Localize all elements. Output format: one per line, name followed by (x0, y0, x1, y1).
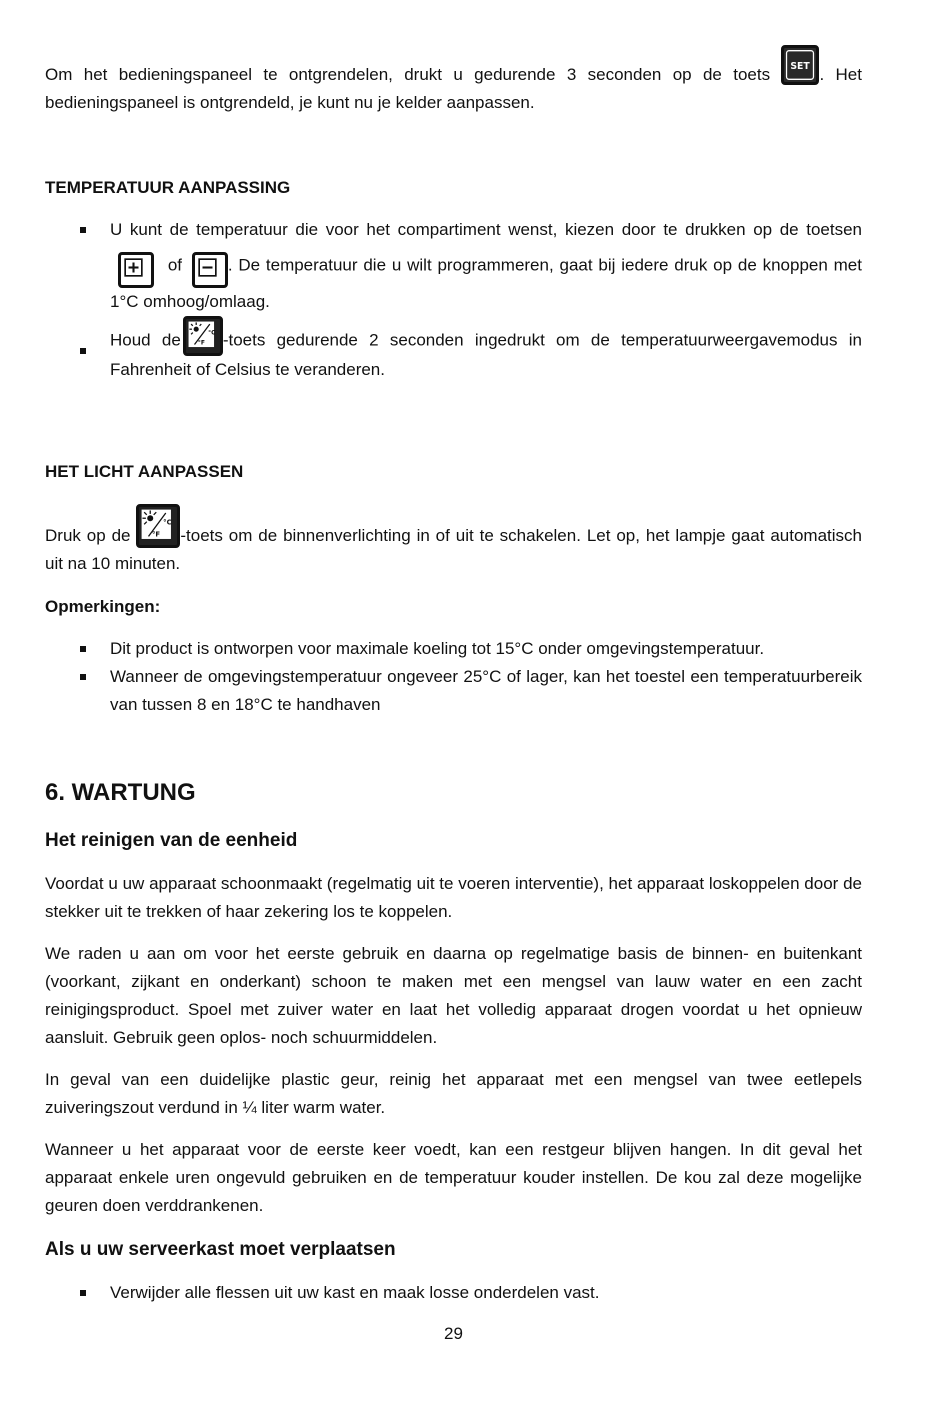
maintenance-paragraph: Voordat u uw apparaat schoonmaakt (regelmatig uit te voeren interventie), het apparaat loskoppelen door de stekker uit te trekken of haar zekering los te koppelen. (45, 874, 862, 921)
intro-paragraph (45, 61, 862, 117)
bullet-square-icon (80, 1290, 86, 1296)
intro-text-after: . Het bedieningspaneel is ontgrendeld, je kunt nu je kelder aanpassen. (45, 65, 862, 112)
light-paragraph (45, 517, 862, 578)
maintenance-paragraph: Wanneer u het apparaat voor de eerste keer voedt, kan een restgeur blijven hangen. In dit geval het apparaat enkele uren ongevuld gebruiken en de temperatuur kouder instellen. De kou zal deze mogelijke geuren doen verddrankenen. (45, 1140, 862, 1215)
svg-text:°F: °F (197, 339, 205, 347)
plus-icon-graphic (121, 255, 151, 285)
temperature-bullet-1 (45, 216, 862, 316)
note-item (45, 663, 862, 719)
light-unit-icon-graphic (186, 319, 220, 353)
light-heading: HET LICHT AANPASSEN (45, 462, 244, 481)
temperature-bullet-2-text: Houd de (110, 330, 181, 350)
page-number: 29 (444, 1324, 463, 1343)
bullet-square-icon (80, 348, 86, 354)
svg-text:°C: °C (163, 517, 173, 526)
note-text: Dit product is ontworpen voor maximale koeling tot 15°C onder omgevingstemperatuur. (110, 639, 765, 658)
temperature-bullet-2-text-2: -toets gedurende 2 seconden ingedrukt om de temperatuurweergavemodus in Fahrenheit of Celsius te veranderen. (110, 330, 862, 379)
plus-button-icon (118, 252, 154, 288)
svg-text:°C: °C (207, 329, 216, 337)
maintenance-paragraph: We raden u aan om voor het eerste gebruik en daarna op regelmatige basis de binnen- en buitenkant (voorkant, zijkant en onderkant) schoon te maken met een mengsel van lauw water en een zacht reinigingsproduct. Spoel met zuiver water en laat het volledig apparaat drogen voordat u het opnieuw aansluit. Gebruik geen oplos- noch schuurmiddelen. (45, 944, 862, 1047)
notes-list (45, 635, 862, 719)
temperature-bullet-1-text-2: . De temperatuur die u wilt programmeren, gaat bij iedere druk op de knoppen met 1°C omhoog/omlaag. (110, 255, 862, 311)
moving-heading: Als u uw serveerkast moet verplaatsen (45, 1239, 396, 1260)
light-temperature-unit-icon (183, 316, 223, 356)
intro-text-before: Om het bedieningspaneel te ontgrendelen, drukt u gedurende 3 seconden op de toets (45, 65, 771, 84)
light-text-2: -toets om de binnenverlichting in of uit te schakelen. Let op, het lampje gaat automatisch uit na 10 minuten. (45, 526, 862, 573)
minus-icon-graphic (195, 255, 225, 285)
temperature-bullet-2 (45, 326, 862, 384)
light-unit-icon-graphic-2 (139, 507, 177, 545)
note-item (45, 635, 862, 663)
maintenance-paragraph: In geval van een duidelijke plastic geur, reinig het apparaat met een mengsel van twee eetlepels zuiveringszout verdund in ¼ liter warm water. (45, 1070, 862, 1117)
maintenance-heading: 6. WARTUNG (45, 779, 196, 806)
minus-button-icon (192, 252, 228, 288)
moving-item (45, 1279, 862, 1307)
temperature-bullet-1-of: of (167, 255, 182, 275)
light-text-1: Druk op de (45, 526, 131, 545)
svg-text:°F: °F (152, 529, 161, 538)
bullet-square-icon (80, 646, 86, 652)
light-temperature-unit-icon (136, 504, 180, 548)
set-icon-graphic (784, 48, 816, 82)
note-text: Wanneer de omgevingstemperatuur ongeveer 25°C of lager, kan het toestel een temperatuurbereik van tussen 8 en 18°C te handhaven (110, 667, 862, 714)
moving-text: Verwijder alle flessen uit uw kast en maak losse onderdelen vast. (110, 1283, 600, 1302)
bullet-square-icon (80, 227, 86, 233)
cleaning-heading: Het reinigen van de eenheid (45, 830, 298, 851)
moving-list (45, 1279, 862, 1307)
temperature-bullet-1-text: U kunt de temperatuur die voor het compartiment wenst, kiezen door te drukken op de toetsen (110, 220, 862, 239)
temperature-heading: TEMPERATUUR AANPASSING (45, 178, 291, 197)
bullet-square-icon (80, 674, 86, 680)
set-icon-label: SET (790, 60, 811, 72)
notes-heading: Opmerkingen: (45, 597, 161, 616)
set-button-icon (781, 45, 819, 85)
temperature-bullets (45, 216, 862, 384)
